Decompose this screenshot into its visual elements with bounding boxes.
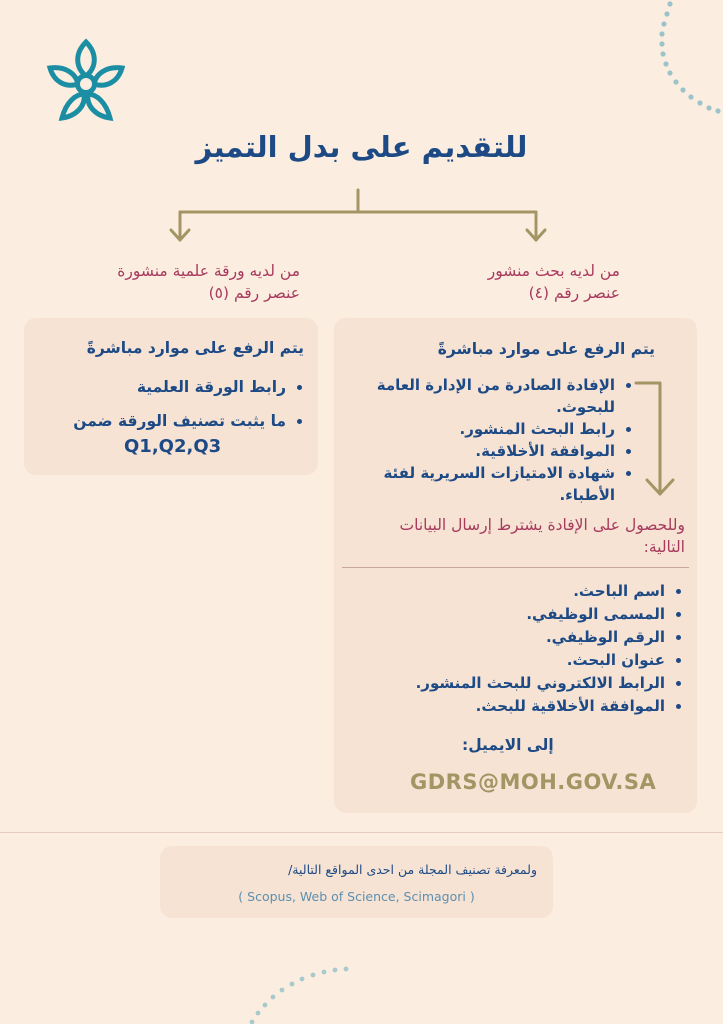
quartile-values: Q1,Q2,Q3 <box>124 436 222 457</box>
footer-text: ولمعرفة تصنيف المجلة من احدى المواقع التالية/ <box>288 862 537 877</box>
list-item: • الموافقة الأخلاقية للبحث. <box>345 695 665 718</box>
email-label: إلى الايميل: <box>462 736 554 754</box>
left-card-heading: يتم الرفع على موارد مباشرةً <box>86 339 304 357</box>
list-item: • رابط الورقة العلمية <box>26 370 286 404</box>
arrow-down-icon <box>634 378 678 500</box>
email-address[interactable]: GDRS@MOH.GOV.SA <box>410 770 657 794</box>
right-card-list <box>375 374 635 506</box>
page-title: للتقديم على بدل التميز <box>195 130 528 164</box>
footer-note <box>160 846 553 918</box>
decorative-dots-top-right <box>640 0 723 130</box>
list-item: • ما يثبت تصنيف الورقة ضمن <box>26 404 286 438</box>
list-item: • عنوان البحث. <box>345 649 665 672</box>
left-branch-element-number: عنصر رقم (٥) <box>208 284 300 302</box>
list-item: • اسم الباحث. <box>345 580 665 603</box>
list-item: • الموافقة الأخلاقية. <box>375 440 615 462</box>
left-requirements-card <box>24 318 318 475</box>
right-card-heading: يتم الرفع على موارد مباشرةً <box>437 340 655 358</box>
right-branch-label <box>380 260 620 304</box>
right-branch-element-number: عنصر رقم (٤) <box>528 284 620 302</box>
condition-text: وللحصول على الإفادة يشترط إرسال البيانات التالية: <box>399 516 685 556</box>
list-item: • رابط البحث المنشور. <box>375 418 615 440</box>
footer-divider <box>0 832 723 833</box>
decorative-dots-bottom-left <box>240 950 370 1024</box>
right-branch-title: من لديه بحث منشور <box>487 262 620 280</box>
required-data-list <box>345 580 685 718</box>
list-item: • الرابط الالكتروني للبحث المنشور. <box>345 672 665 695</box>
list-item: • المسمى الوظيفي. <box>345 603 665 626</box>
list-item: • شهادة الامتيازات السريرية لفئة الأطباء. <box>375 462 615 506</box>
footer-sites: ( Scopus, Web of Science, Scimagori ) <box>238 889 475 904</box>
branch-connector <box>160 188 560 246</box>
left-branch-title: من لديه ورقة علمية منشورة <box>117 262 300 280</box>
list-item: • الإفادة الصادرة من الإدارة العامة للبحوث. <box>375 374 615 418</box>
left-branch-label <box>40 260 300 304</box>
left-card-list <box>26 370 306 438</box>
ministry-logo-icon <box>40 34 132 126</box>
list-item: • الرقم الوظيفي. <box>345 626 665 649</box>
section-divider <box>342 567 689 568</box>
right-requirements-card <box>334 318 697 813</box>
